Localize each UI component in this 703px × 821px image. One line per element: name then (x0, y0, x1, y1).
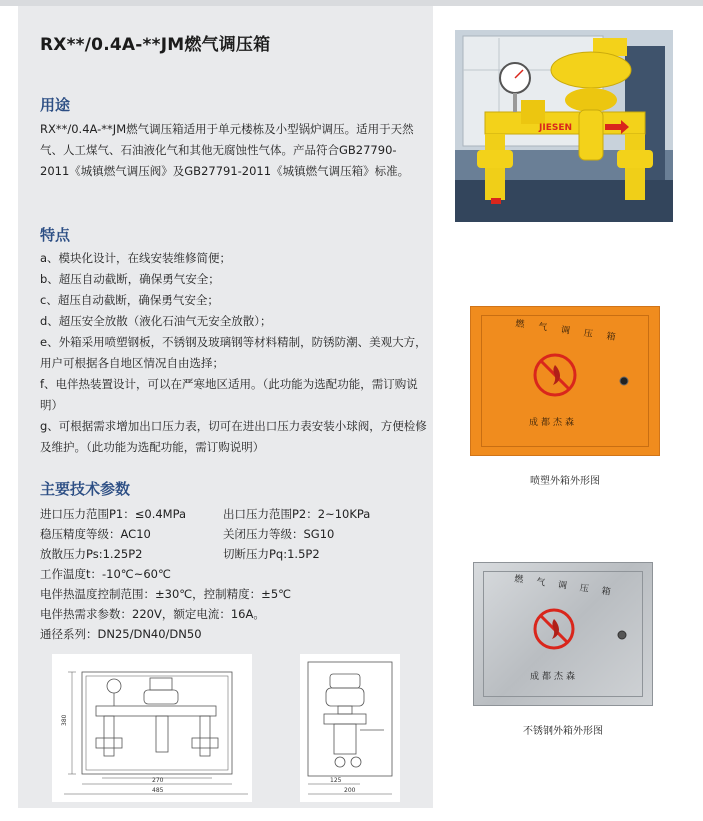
spec-heater-temp: 电伴热温度控制范围：±30℃，控制精度：±5℃ (40, 587, 292, 601)
image-panel (433, 6, 703, 808)
feature-item: c、超压自动截断，确保勇气安全； (40, 293, 219, 307)
lock-icon (618, 631, 626, 639)
steel-box-photo (473, 562, 653, 706)
dim-side-depth: 125 (330, 777, 342, 784)
feature-item: g、可根据需求增加出口压力表，切可在进出口压力表安装小球阀，方便检修及维护。（此功能为选配功能，需订购说明） (40, 419, 427, 454)
features-heading: 特点 (40, 226, 71, 244)
usage-text: RX**/0.4A-**JM燃气调压箱适用于单元楼栋及小型锅炉调压。适用于天然气、人工煤气、石油液化气和其他无腐蚀性气体。产品符合GB27790-2011《城镇燃气调压阀》及GB27791-2011《城镇燃气调压箱》标准。 (40, 122, 414, 178)
feature-item: b、超压自动截断，确保勇气安全； (40, 272, 220, 286)
spec-outlet-pressure: 出口压力范围P2：2~10KPa (223, 507, 371, 521)
document-title: RX**/0.4A-**JM燃气调压箱 (40, 35, 271, 55)
spec-panel (18, 6, 433, 808)
dim-inner-width: 270 (152, 777, 164, 784)
spec-temp: 工作温度t：-10℃~60℃ (40, 567, 171, 581)
front-view-drawing (52, 654, 252, 802)
spec-cutoff: 切断压力Pq:1.5P2 (223, 547, 320, 561)
steel-box-bottom-label: 成都杰森 (530, 672, 579, 682)
spec-closing: 关闭压力等级：SG10 (223, 527, 335, 541)
feature-item: d、超压安全放散（液化石油气无安全放散）； (40, 314, 272, 328)
feature-item: a、模块化设计，在线安装维修简便； (40, 251, 232, 265)
lock-icon (620, 377, 628, 385)
features-list (40, 248, 428, 458)
dim-side-total: 200 (344, 787, 356, 794)
specs-heading: 主要技术参数 (40, 480, 131, 498)
steel-box-caption: 不锈钢外箱外形图 (523, 726, 603, 737)
usage-heading: 用途 (40, 96, 71, 114)
regulator-brand-label: JIESEN (539, 123, 573, 133)
spec-relief: 放散压力Ps:1.25P2 (40, 547, 143, 561)
painted-box-top-label: 燃气调压箱 (514, 319, 630, 345)
painted-box-caption: 喷塑外箱外形图 (530, 476, 600, 487)
side-view-drawing (300, 654, 400, 802)
spec-heater-power: 电伴热需求参数：220V，额定电流：16A。 (40, 607, 265, 621)
spec-diameter: 通径系列：DN25/DN40/DN50 (40, 627, 202, 641)
painted-box-bottom-label: 成都杰森 (529, 418, 578, 428)
feature-item: e、外箱采用喷塑钢板，不锈钢及玻璃钢等材料精制，防锈防潮、美观大方，用户可根据各自地区情况自由选择； (40, 335, 427, 370)
dim-outer-width: 485 (152, 787, 164, 794)
painted-box-photo (470, 306, 660, 456)
spec-accuracy: 稳压精度等级：AC10 (40, 527, 151, 541)
steel-box-top-label: 燃气调压箱 (513, 574, 624, 600)
regulator-photo (455, 30, 673, 222)
dim-height: 380 (61, 714, 68, 726)
spec-inlet-pressure: 进口压力范围P1：≤0.4MPa (40, 507, 187, 521)
feature-item: f、电伴热装置设计，可以在严寒地区适用。（此功能为选配功能，需订购说明） (40, 377, 418, 412)
